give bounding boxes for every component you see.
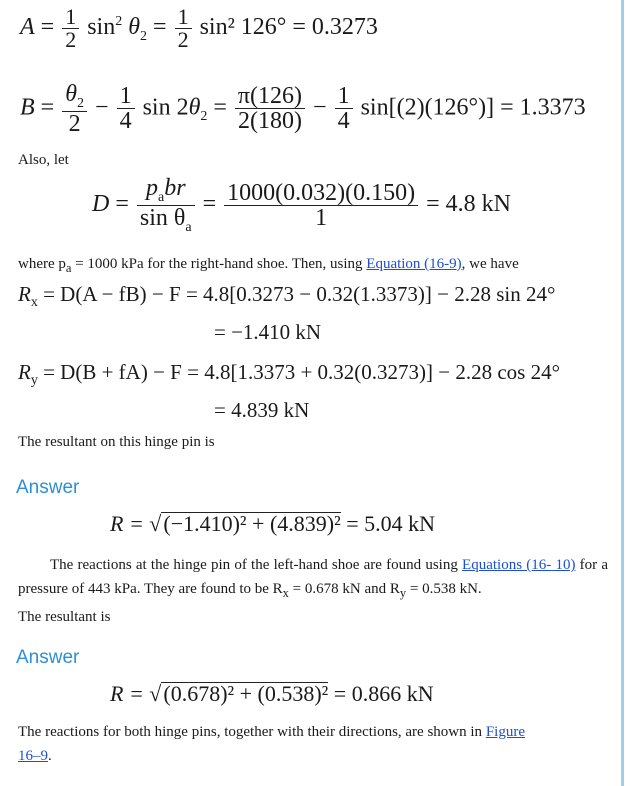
where-text: where $p_a = 1000$ kPa for the right-hand shoe. Then, using Equation (16-9), we have	[18, 256, 519, 275]
answer-2-equation: R = √(0.678)² + (0.538)² = 0.866 kN	[110, 681, 434, 706]
answer-heading-2: Answer	[16, 647, 80, 668]
paragraph-left-shoe: The reactions at the hinge pin of the left-hand shoe are found using Equations (16- 10) for a pressure of 443 kPa. They are found to be $R_x = 0.678$ kN and $R_y = 0.538$ kN. The resultant is	[18, 557, 609, 625]
equation-b: B = $\frac{\theta_2}{2}$ − $\frac{1}{4}$ $\sin 2\theta_2$ = $\frac{\pi(126)}{2(180)}$ − $\frac{1}{4}$ sin[(2)(126°)] = 1.3373	[20, 81, 586, 137]
answer-heading-1: Answer	[16, 477, 80, 498]
figure-16-9-link[interactable]: Figure	[485, 724, 525, 740]
ry-equation: $R_y = D(B + fA) - F = 4.8[1.3373 + 0.32(0.3273)] - 2.28$ cos 24°	[18, 360, 560, 389]
equation-d: D = $\frac{p_abr}{\sin \theta_a}$ = $\frac{1000(0.032)(0.150)}{1}$ = 4.8 kN	[92, 175, 512, 235]
page-right-border	[621, 0, 624, 786]
rx-result: = −1.410 kN	[214, 320, 322, 344]
ry-result: = 4.839 kN	[214, 398, 310, 422]
figure-16-9-link-cont[interactable]: 16–9	[18, 748, 48, 764]
resultant-text: The resultant on this hinge pin is	[18, 434, 215, 450]
also-text: Also, let	[18, 152, 69, 168]
equations-16-10-link[interactable]: Equations (16- 10)	[462, 557, 576, 573]
rx-equation: $R_x = D(A - fB) - F = 4.8[0.3273 - 0.32(1.3373)] - 2.28$ sin 24°	[18, 282, 556, 311]
final-paragraph: The reactions for both hinge pins, together with their directions, are shown in Figure 16–9.	[18, 724, 525, 764]
equation-a: A = $\frac{1}{2}$ $\sin^2 \theta_2$ = $\frac{1}{2}$ sin² 126° = 0.3273	[20, 4, 378, 52]
equation-16-9-link[interactable]: Equation (16-9)	[366, 256, 462, 272]
answer-1-equation: R = √(−1.410)² + (4.839)² = 5.04 kN	[110, 511, 435, 536]
